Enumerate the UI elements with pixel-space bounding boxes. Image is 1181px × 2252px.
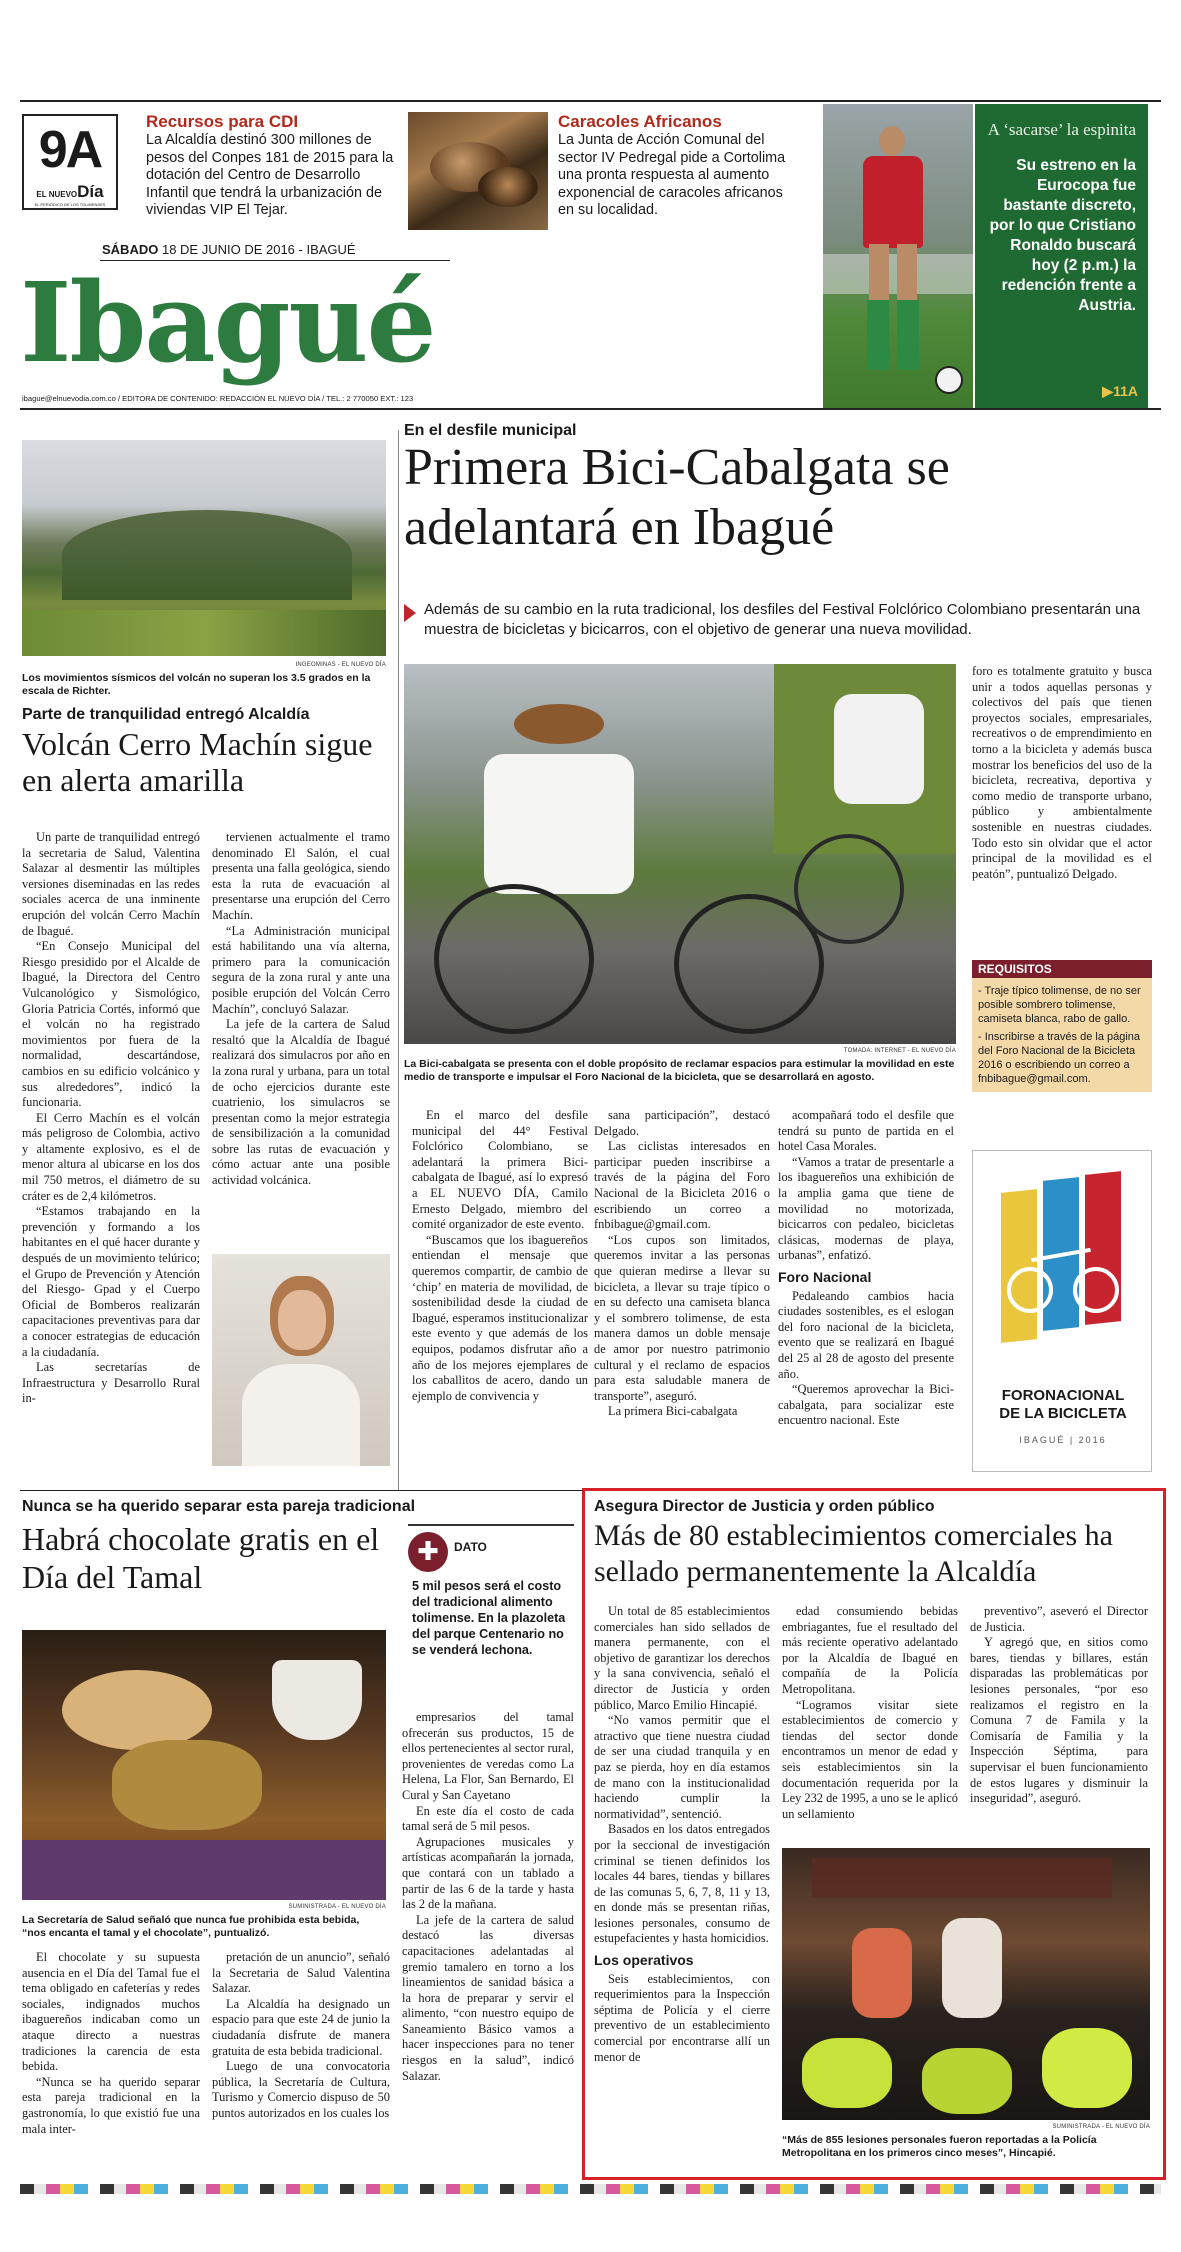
bici-lead: Además de su cambio en la ruta tradicional, los desfiles del Festival Folclórico Colombiano presentarán una muestra de bicicletas y bicicarros, con el objetivo de generar una nueva movilidad. (424, 601, 1141, 638)
volcan-headline: Volcán Cerro Machín sigue en alerta amarilla (22, 726, 373, 798)
bici-photo (404, 664, 956, 1044)
paragraph: Agrupaciones musicales y artísticas acompañarán la jornada, que contará con un tablado a partir de las 6 de la tarde y hasta las 2 de la mañana. (402, 1834, 574, 1912)
promo-kicker: A ‘sacarse’ la espinita (987, 120, 1136, 139)
date-rest: 18 DE JUNIO DE 2016 - IBAGUÉ (161, 242, 356, 257)
paragraph: Pedaleando cambios hacia ciudades sostenibles, es el eslogan del foro nacional de la bicicleta, evento que se realizará en Ibagué del 25 al 28 de agosto del presente año. (778, 1288, 954, 1381)
bici-kicker: En el desfile municipal (404, 422, 577, 439)
tamal-photo-credit: SUMINISTRADA - EL NUEVO DÍA (288, 1904, 386, 1910)
tamal-kicker: Nunca se ha querido separar esta pareja tradicional (22, 1498, 416, 1515)
paragraph: El Cerro Machín es el volcán más peligroso de Colombia, activo y altamente explosivo, es el de menor altura al ubicarse en los dos mil 750 metros, el diámetro de su cráter es de 2,4 kilómetros. (22, 1110, 200, 1203)
alcaldia-col2 (782, 1604, 958, 1822)
paragraph: pretación de un anuncio”, señaló la Secretaria de Salud Valentina Salazar. (212, 1950, 390, 1996)
promo-text: Su estreno en la Eurocopa fue bastante discreto, por lo que Cristiano Ronaldo buscará hoy (2 p.m.) la redención frente a Austria. (989, 157, 1136, 314)
teaser-caracoles-text: La Junta de Acción Comunal del sector IV Pedregal pide a Cortolima una pronta respuesta al aumento exponencial de caracoles africanos en su localidad. (558, 132, 786, 218)
requisito-item: - Traje típico tolimense, de no ser posible sombrero tolimense, camiseta blanca, rabo de gallo. (978, 985, 1141, 1025)
promo-page-number: 11A (1113, 383, 1138, 399)
alcaldia-col1 (594, 1604, 770, 2065)
teaser-cdi (146, 112, 396, 220)
snails-photo (408, 112, 548, 230)
column-divider (398, 430, 399, 1490)
lead-marker-icon (404, 604, 416, 622)
paragraph: “Queremos aprovechar la Bici-cabalgata, para socializar este encuentro nacional. Este (778, 1382, 954, 1428)
page-number: 9A (38, 121, 102, 179)
contact-line: ibague@elnuevodia.com.co / EDITORA DE CONTENIDO: REDACCIÓN EL NUEVO DÍA / TEL.: 2 770050 EXT.: 123 (22, 394, 414, 403)
bici-col2 (594, 1108, 770, 1420)
newspaper-logo (24, 182, 116, 202)
foro-logo-line3: IBAGUÉ | 2016 (1019, 1435, 1107, 1445)
paragraph: “Vamos a tratar de presentarle a los ibaguereños una exhibición de la amplia gama que tiene de movilidad no motorizada, bicicarros con pedaleo, bicicletas clásicas, modernas de playa, urbanas”, enfatizó. (778, 1154, 954, 1263)
volcano-photo (22, 440, 386, 656)
volcano-photo-credit: INGEOMINAS - EL NUEVO DÍA (295, 662, 386, 668)
alcaldia-headline: Más de 80 establecimientos comerciales ha sellado permanentemente la Alcaldía (594, 1519, 1113, 1588)
alcaldia-photo-caption: “Más de 855 lesiones personales fueron reportadas a la Policía Metropolitana en los primeros cinco meses”, Hincapié. (782, 2134, 1097, 2159)
alcaldia-photo (782, 1848, 1150, 2120)
paragraph: La jefe de la cartera de salud destacó las diversas capacitaciones adelantadas al gremio tamalero en torno a los lineamientos de sanidad básica a la hora de preparar y servir el alimento, “con nuestro equipo de Saneamiento Básico vamos a hacer inspecciones para no tener riesgos en la salud”, indicó Salazar. (402, 1912, 574, 2083)
volcan-col1 (22, 830, 200, 1407)
teaser-caracoles (558, 112, 794, 220)
header-bottom-rule (20, 408, 1161, 410)
bici-col1 (412, 1108, 588, 1404)
paragraph: “Buscamos que los ibaguereños entiendan el mensaje que queremos compartir, de cambio de ‘chip’ en materia de movilidad, de sostenibilidad desde la ciudad de Ibagué, esperamos institucionalizar este evento y que además de los equipos, podamos disfrutar año a año de los mejores ejemplares de los caballitos de acero, dando un ejemplo de convivencia y (412, 1232, 588, 1403)
salazar-photo (212, 1254, 390, 1466)
page-number-box (22, 114, 118, 210)
dato-text: 5 mil pesos será el costo del tradicional alimento tolimense. En la plazoleta del parque Centenario no se venderá lechona. (412, 1579, 566, 1657)
foro-logo-line2: DE LA BICICLETA (999, 1405, 1127, 1422)
paragraph: tervienen actualmente el tramo denominado El Salón, el cual presenta una falla geológica, siendo esta la ruta de evacuación al presentarse una erupción del Cerro Machín. (212, 830, 390, 922)
paragraph: Un parte de tranquilidad entregó la secretaria de Salud, Valentina Salazar al desmentir las múltiples versiones diseminadas en las redes sociales acerca de una inminente erupción del volcán Cerro Machín de Ibagué. (22, 830, 200, 938)
top-rule (20, 100, 1161, 102)
paragraph: “La Administración municipal está habilitando una vía alterna, primero para la comunicación segura de la zona rural y ante una posible erupción del Volcán Cerro Machín”, concluyó Salazar. (212, 923, 390, 1016)
paragraph: “En Consejo Municipal del Riesgo presidido por el Alcalde de Ibagué, la Directora del Centro Vulcanológico y Sismológico, Gloria Patricia Cortés, informó que el volcán no ha registrado movimientos por fuera de la normalidad, descartándose, cambios en su edificio volcánico y sus alrededores”, indicó la funcionaria. (22, 939, 200, 1110)
logo-prefix: EL NUEVO (36, 190, 78, 199)
bici-photo-caption: La Bici-cabalgata se presenta con el doble propósito de reclamar espacios para estimular la movilidad en este medio de transporte e impulsar el Foro Nacional de la bicicleta, que se desarrollará en agosto. (404, 1058, 955, 1083)
paragraph: sana participación”, destacó Delgado. (594, 1108, 770, 1138)
paragraph: “Nunca se ha querido separar esta pareja tradicional en la gastronomía, lo que existió fue una mala inter- (22, 2074, 200, 2136)
paragraph: Basados en los datos entregados por la seccional de investigación criminal se tienen definidos los locales 44 bares, tiendas y billares de las comunas 5, 6, 7, 8, 11 y 13, en donde más se presentan riñas, lesiones personales, consumo de estupefacientes y hasta homicidios. (594, 1822, 770, 1946)
paragraph: preventivo”, aseveró el Director de Justicia. (970, 1604, 1148, 1634)
paragraph: Y agregó que, en sitios como bares, tiendas y billares, están disparadas las problemáticas por lesiones personales, “por eso realizamos el registro en la Comuna 7 de Famila y la Comisaría de Familia y la Inspección Séptima, para supervisar el buen funcionamiento de estos lugares y disminuir la inseguridad”, aseguró. (970, 1635, 1148, 1806)
paragraph: En el marco del desfile municipal del 44° Festival Folclórico Colombiano, se adelantará la primera Bici-cabalgata de Ibagué, así lo expresó a EL NUEVO DÍA, Camilo Ernesto Delgado, miembro del comité organizador de este evento. (412, 1108, 588, 1232)
promo-box[interactable] (975, 104, 1148, 408)
paragraph: La jefe de la cartera de Salud resaltó que la Alcaldía de Ibagué realizará dos simulacros por año en la zona rural y urbana, para un total de ocho ejercicios durante este cuatrienio, los simulacros se presentan como la mejor estrategia de sensibilización a la comunidad sobre las rutas de evacuación y cómo actuar ante una posible actividad volcánica. (212, 1017, 390, 1188)
ronaldo-photo (823, 104, 973, 408)
foro-nacional-subhead: Foro Nacional (778, 1268, 872, 1285)
foro-logo (972, 1150, 1152, 1472)
paragraph: En este día el costo de cada tamal será de 5 mil pesos. (402, 1803, 574, 1834)
volcano-photo-caption: Los movimientos sísmicos del volcán no superan los 3.5 grados en la escala de Richter. (22, 672, 371, 697)
paragraph: “No vamos permitir que el atractivo que tiene nuestra ciudad de ser una ciudad tranquila y en paz se pierda, hoy en día estamos de mano con la institucionalidad haciendo cumplir la normatividad”, sentenció. (594, 1713, 770, 1821)
paragraph: empresarios del tamal ofrecerán sus productos, 15 de ellos pertenecientes al sector rural, provenientes de veredas como La Helena, La Flor, San Bernardo, El Cural y San Cayetano (402, 1710, 574, 1802)
paragraph: La primera Bici-cabalgata (608, 1404, 738, 1419)
tamal-photo (22, 1630, 386, 1900)
tamal-photo-caption: La Secretaría de Salud señaló que nunca fue prohibida esta bebida, “nos encanta el tamal y el chocolate”, puntualizó. (22, 1914, 360, 1939)
dato-box (408, 1524, 574, 1694)
operativos-subhead: Los operativos (594, 1952, 694, 1969)
tamal-headline: Habrá chocolate gratis en el Día del Tamal (22, 1521, 380, 1595)
volcan-kicker: Parte de tranquilidad entregó Alcaldía (22, 706, 310, 723)
logo-tagline: EL PERIÓDICO DE LOS TOLIMENSES (34, 202, 106, 207)
paragraph: Un total de 85 establecimientos comerciales han sido sellados de manera permanente, con el objetivo de garantizar los derechos y la sana convivencia, señaló el director de Justicia y orden público, Marco Emilio Hincapié. (594, 1604, 770, 1712)
dato-title: DATO (454, 1540, 487, 1554)
paragraph: Las secretarías de Infraestructura y Desarrollo Rural in- (22, 1360, 200, 1406)
tamal-col1 (22, 1950, 200, 2137)
teaser-cdi-text: La Alcaldía destinó 300 millones de pesos del Conpes 181 de 2015 para la dotación del Centro de Desarrollo Infantil que tendrá la urbanización de viviendas VIP El Tejar. (146, 132, 394, 218)
date-line (102, 242, 452, 257)
tamal-col3 (402, 1710, 574, 2084)
paragraph: El chocolate y su supuesta ausencia en el Día del Tamal fue el tema obligado en cafeterías y redes sociales, indignados muchos ibaguereños indicaban como un ataque directo a nuestras tradiciones la carencia de esta bebida. (22, 1950, 200, 2074)
requisitos-list (972, 978, 1152, 1092)
bici-photo-credit: TOMADA: INTERNET - EL NUEVO DÍA (843, 1048, 956, 1054)
bici-headline: Primera Bici-Cabalgata se adelantará en Ibagué (404, 439, 950, 556)
requisitos-title: REQUISITOS (972, 960, 1152, 978)
foro-logo-line1: FORONACIONAL (1001, 1387, 1125, 1404)
alcaldia-kicker: Asegura Director de Justicia y orden público (594, 1498, 935, 1515)
bicycle-icon (1001, 1173, 1125, 1343)
alcaldia-col3 (970, 1604, 1148, 1807)
paragraph: acompañará todo el desfile que tendrá su punto de partida en el hotel Casa Morales. (778, 1108, 954, 1154)
teaser-cdi-title: Recursos para CDI (146, 112, 299, 131)
paragraph: “Los cupos son limitados, queremos invitar a las personas que quieran medirse a llevar su bicicleta, a llevar su traje típico o en su defecto una camiseta blanca y el sombrero tolimense, de esta manera damos un doble mensaje de amor por nuestro patrimonio cultural y el reclamo de espacios para esta saludable manera de transporte”, aseguró. (594, 1232, 770, 1403)
teaser-caracoles-title: Caracoles Africanos (558, 112, 722, 131)
date-day: SÁBADO (102, 242, 159, 257)
paragraph: “Logramos visitar siete establecimientos de comercio y tiendas del sector donde encontramos un menor de edad y seis establecimientos sin la documentación requerida por la Ley 232 de 1995, a uno se le aplicó un sellamiento (782, 1697, 958, 1821)
dato-puzzle-icon: ✚ (408, 1532, 448, 1572)
paragraph: La Alcaldía ha designado un espacio para que este 24 de junio la ciudadanía disfrute de manera gratuita de esta bebida tradicional. (212, 1996, 390, 2058)
requisito-item: - Inscribirse a través de la página del Foro Nacional de la Bicicleta 2016 o escribiendo un correo a fnbibague@gmail.com. (978, 1031, 1141, 1085)
print-color-bar (20, 2184, 1161, 2194)
paragraph: Luego de una convocatoria pública, la Secretaría de Cultura, Turismo y Comercio dispuso de 50 puntos autorizados en los cuales los (212, 2059, 390, 2120)
paragraph: “Estamos trabajando en la prevención y formando a los habitantes en el qué hacer durante y después de un movimiento telúrico; el Grupo de Prevención y Atención del Riesgo- Gpad y el Cuerpo Oficial de Bomberos realizarán capacitaciones preventivas para dar a conocer estrategias de educación a la ciudadanía. (22, 1204, 200, 1359)
promo-page-ref: ▶11A (1102, 383, 1138, 399)
paragraph: Las ciclistas interesados en participar pueden inscribirse a través de la página del Foro Nacional de la Bicicleta 2016 o escribiendo un correo a fnbibague@gmail.com. (594, 1139, 770, 1232)
volcan-col2 (212, 830, 390, 1189)
paragraph: Seis establecimientos, con requerimientos para la Inspección séptima de Policía y el cierre preventivo de un establecimiento comercial por encontrarse allí un menor de (594, 1971, 770, 2064)
bici-right-column: foro es totalmente gratuito y busca unir a todos aquellas personas y colectivos del país que tienen proyectos sociales, empresariales, recreativos o de emprendimiento en torno a la bicicleta y además busca mostrar los beneficios del uso de la bicicleta, recreativa, deportiva y como medio de transporte urbano, público y ambientalmente sostenible en nuestras ciudades. Todo esto sin olvidar que el actor principal de la movilidad es el peatón”, puntualizó Delgado. (972, 664, 1152, 881)
paragraph: edad consumiendo bebidas embriagantes, fue el resultado del más reciente operativo adelantado por la Alcaldía de Ibagué en compañía de la Policía Metropolitana. (782, 1604, 958, 1696)
requisitos-box (972, 960, 1152, 1092)
alcaldia-photo-credit: SUMINISTRADA - EL NUEVO DÍA (1052, 2124, 1150, 2130)
section-title: Ibagué (20, 258, 435, 387)
bici-col3 (778, 1108, 954, 1429)
tamal-col2 (212, 1950, 390, 2122)
logo-word: Día (77, 182, 104, 201)
